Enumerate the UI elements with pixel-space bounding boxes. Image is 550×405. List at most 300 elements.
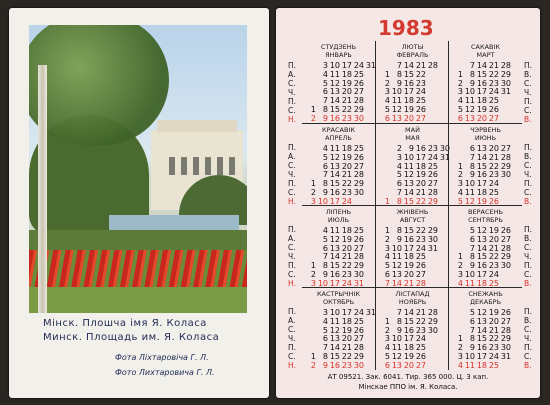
day-number: 17 bbox=[329, 278, 340, 288]
day-number: 22 bbox=[415, 196, 426, 206]
day-number: 24 bbox=[353, 308, 364, 317]
day-number: 24 bbox=[488, 352, 499, 361]
day-number: 30 bbox=[353, 113, 364, 123]
day-number: 11 bbox=[391, 343, 402, 353]
month-name-ru: ОКТЯБРЬ bbox=[322, 298, 355, 306]
day-number: 30 bbox=[500, 261, 511, 271]
day-number: 21 bbox=[403, 278, 414, 288]
day-number: 8 bbox=[469, 334, 475, 344]
day-number: 30 bbox=[500, 78, 511, 88]
day-number: 9 bbox=[322, 113, 328, 123]
day-number: 4 bbox=[457, 96, 463, 106]
day-number: 10 bbox=[391, 243, 402, 253]
day-number: 29 bbox=[427, 196, 438, 206]
day-number: 16 bbox=[403, 325, 414, 335]
day-number: 22 bbox=[341, 179, 352, 189]
month-name-be: ЛЮТЫ bbox=[401, 43, 424, 51]
day-number: 6 bbox=[396, 179, 402, 189]
birch-foliage bbox=[29, 25, 169, 145]
day-number: 8 bbox=[469, 161, 475, 171]
day-number: 10 bbox=[317, 278, 328, 288]
day-number: 18 bbox=[341, 69, 352, 79]
day-number: 25 bbox=[353, 316, 364, 326]
day-number: 29 bbox=[427, 316, 438, 326]
day-number: 6 bbox=[322, 161, 328, 171]
day-number: 21 bbox=[341, 96, 352, 106]
month-name-ru: ФЕВРАЛЬ bbox=[396, 51, 429, 59]
day-number: 20 bbox=[488, 316, 499, 326]
day-number: 11 bbox=[329, 316, 340, 326]
day-number: 12 bbox=[464, 105, 475, 114]
day-number: 19 bbox=[341, 78, 352, 88]
day-number: 23 bbox=[341, 360, 352, 370]
day-number: 17 bbox=[476, 270, 487, 279]
day-number: 23 bbox=[415, 325, 426, 335]
day-number: 12 bbox=[476, 308, 487, 317]
day-number: 16 bbox=[329, 188, 340, 197]
month-name-be: СТУДЗЕНЬ bbox=[320, 43, 357, 51]
day-number: 23 bbox=[488, 170, 499, 180]
day-number: 13 bbox=[329, 243, 340, 253]
day-number: 28 bbox=[353, 170, 364, 180]
day-number: 28 bbox=[353, 96, 364, 106]
month-block bbox=[448, 123, 522, 206]
day-number: 8 bbox=[396, 196, 402, 206]
day-number: 3 bbox=[310, 196, 316, 206]
day-number: 15 bbox=[476, 334, 487, 344]
day-number: 20 bbox=[403, 270, 414, 279]
day-number: 24 bbox=[427, 152, 438, 162]
day-number: 3 bbox=[322, 61, 328, 70]
day-number: 16 bbox=[403, 78, 414, 88]
month-name-ru: МАЯ bbox=[405, 134, 420, 142]
day-number: 19 bbox=[403, 105, 414, 114]
day-number: 28 bbox=[427, 308, 438, 317]
day-number: 31 bbox=[427, 243, 438, 253]
day-number: 16 bbox=[476, 170, 487, 180]
day-number: 6 bbox=[322, 243, 328, 253]
day-number: 23 bbox=[341, 188, 352, 197]
month-block bbox=[302, 205, 375, 288]
day-number: 28 bbox=[353, 343, 364, 353]
day-number: 26 bbox=[488, 105, 499, 114]
day-number: 30 bbox=[353, 360, 364, 370]
day-number: 19 bbox=[415, 170, 426, 180]
day-number: 22 bbox=[415, 69, 426, 79]
day-number: 29 bbox=[353, 352, 364, 361]
day-number: 16 bbox=[403, 234, 414, 244]
day-number: 28 bbox=[500, 243, 511, 253]
month-name-be: ВЕРАСЕНЬ bbox=[468, 208, 503, 216]
day-number: 13 bbox=[403, 179, 414, 189]
day-number: 15 bbox=[329, 179, 340, 189]
month-name-ru: ИЮНЬ bbox=[474, 134, 497, 142]
month-name-ru: ИЮЛЬ bbox=[327, 216, 350, 224]
day-number: 23 bbox=[415, 234, 426, 244]
day-number: 23 bbox=[341, 270, 352, 279]
day-number: 5 bbox=[322, 152, 328, 162]
day-number: 14 bbox=[329, 252, 340, 262]
day-number: 11 bbox=[464, 278, 475, 288]
day-number: 25 bbox=[415, 343, 426, 353]
day-number: 16 bbox=[476, 343, 487, 353]
month-block bbox=[302, 123, 375, 206]
month-name-be: МАЙ bbox=[405, 126, 420, 134]
day-number: 31 bbox=[500, 87, 511, 97]
day-number: 8 bbox=[469, 252, 475, 262]
day-number: 28 bbox=[500, 325, 511, 335]
day-number: 11 bbox=[391, 96, 402, 106]
day-number: 11 bbox=[464, 188, 475, 197]
day-number: 25 bbox=[415, 252, 426, 262]
day-number: 29 bbox=[500, 252, 511, 262]
day-number: 10 bbox=[391, 334, 402, 344]
day-number: 16 bbox=[329, 113, 340, 123]
day-number: 14 bbox=[329, 343, 340, 353]
day-number: 27 bbox=[415, 360, 426, 370]
day-number: 8 bbox=[322, 105, 328, 114]
day-number: 27 bbox=[500, 234, 511, 244]
month-block bbox=[375, 205, 449, 288]
day-number: 12 bbox=[391, 261, 402, 271]
day-number: 11 bbox=[464, 96, 475, 106]
day-number: 12 bbox=[391, 352, 402, 361]
day-number: 18 bbox=[341, 226, 352, 235]
day-number: 22 bbox=[341, 261, 352, 271]
day-number: 28 bbox=[500, 61, 511, 70]
day-number: 20 bbox=[476, 113, 487, 123]
day-number: 2 bbox=[396, 144, 402, 153]
day-number: 7 bbox=[322, 96, 328, 106]
caption-belarusian: Мінск. Плошча імя Я. Коласа bbox=[43, 318, 207, 329]
month-name-be: ЛІСТАПАД bbox=[395, 290, 430, 298]
month-name-be: КАСТРЫЧНІК bbox=[316, 290, 361, 298]
month-block bbox=[375, 41, 449, 123]
month-block bbox=[448, 287, 522, 370]
day-number: 1 bbox=[310, 179, 316, 189]
day-number: 12 bbox=[329, 234, 340, 244]
day-number: 5 bbox=[322, 234, 328, 244]
day-number: 23 bbox=[341, 113, 352, 123]
day-number: 4 bbox=[457, 188, 463, 197]
day-number: 27 bbox=[353, 334, 364, 344]
day-number: 15 bbox=[403, 226, 414, 235]
day-number: 6 bbox=[384, 270, 390, 279]
day-number: 8 bbox=[322, 179, 328, 189]
day-number: 6 bbox=[457, 113, 463, 123]
day-number: 26 bbox=[415, 352, 426, 361]
day-number: 26 bbox=[353, 152, 364, 162]
day-number: 24 bbox=[415, 243, 426, 253]
day-number: 18 bbox=[403, 343, 414, 353]
day-number: 20 bbox=[341, 243, 352, 253]
weekday-labels-russian: П. В. С. Ч. П. С. В. bbox=[524, 225, 533, 288]
day-number: 14 bbox=[476, 61, 487, 70]
day-number: 1 bbox=[457, 334, 463, 344]
day-number: 18 bbox=[476, 188, 487, 197]
day-number: 26 bbox=[353, 234, 364, 244]
day-number: 29 bbox=[427, 226, 438, 235]
day-number: 9 bbox=[408, 144, 414, 153]
day-number: 3 bbox=[457, 179, 463, 189]
day-number: 5 bbox=[457, 105, 463, 114]
day-number: 22 bbox=[341, 105, 352, 114]
front-card bbox=[9, 8, 269, 398]
day-number: 9 bbox=[469, 261, 475, 271]
day-number: 15 bbox=[403, 69, 414, 79]
day-number: 9 bbox=[396, 78, 402, 88]
day-number: 10 bbox=[391, 87, 402, 97]
day-number: 1 bbox=[384, 316, 390, 326]
day-number: 30 bbox=[427, 234, 438, 244]
day-number: 22 bbox=[415, 226, 426, 235]
day-number: 27 bbox=[415, 113, 426, 123]
day-number: 17 bbox=[476, 87, 487, 97]
day-number: 7 bbox=[469, 61, 475, 70]
day-number: 23 bbox=[427, 144, 438, 153]
day-number: 26 bbox=[353, 325, 364, 335]
day-number: 22 bbox=[488, 252, 499, 262]
day-number: 21 bbox=[488, 325, 499, 335]
day-number: 26 bbox=[500, 226, 511, 235]
day-number: 12 bbox=[329, 152, 340, 162]
day-number: 25 bbox=[488, 96, 499, 106]
day-number: 30 bbox=[439, 144, 450, 153]
day-number: 24 bbox=[353, 61, 364, 70]
day-number: 1 bbox=[457, 252, 463, 262]
day-number: 21 bbox=[415, 308, 426, 317]
day-number: 10 bbox=[403, 152, 414, 162]
day-number: 4 bbox=[322, 69, 328, 79]
day-number: 29 bbox=[500, 69, 511, 79]
day-number: 28 bbox=[427, 188, 438, 197]
day-number: 15 bbox=[403, 316, 414, 326]
day-number: 18 bbox=[341, 144, 352, 153]
day-number: 4 bbox=[322, 226, 328, 235]
day-number: 24 bbox=[488, 179, 499, 189]
day-number: 3 bbox=[396, 152, 402, 162]
day-number: 4 bbox=[396, 161, 402, 171]
day-number: 6 bbox=[322, 87, 328, 97]
calendar-grid bbox=[302, 41, 521, 370]
day-number: 1 bbox=[384, 196, 390, 206]
day-number: 15 bbox=[403, 196, 414, 206]
day-number: 15 bbox=[329, 105, 340, 114]
day-number: 5 bbox=[322, 325, 328, 335]
day-number: 17 bbox=[403, 87, 414, 97]
day-number: 8 bbox=[396, 69, 402, 79]
day-number: 13 bbox=[329, 161, 340, 171]
day-number: 18 bbox=[403, 96, 414, 106]
month-name-be: ЖНІВЕНЬ bbox=[396, 208, 429, 216]
day-number: 7 bbox=[384, 278, 390, 288]
day-number: 25 bbox=[427, 161, 438, 171]
day-number: 13 bbox=[391, 113, 402, 123]
day-number: 5 bbox=[469, 308, 475, 317]
day-number: 17 bbox=[403, 334, 414, 344]
day-number: 20 bbox=[403, 360, 414, 370]
day-number: 8 bbox=[322, 261, 328, 271]
month-block bbox=[302, 41, 375, 123]
day-number: 11 bbox=[391, 252, 402, 262]
day-number: 25 bbox=[488, 360, 499, 370]
day-number: 10 bbox=[464, 179, 475, 189]
day-number: 19 bbox=[341, 325, 352, 335]
day-number: 15 bbox=[329, 261, 340, 271]
day-number: 5 bbox=[384, 105, 390, 114]
day-number: 26 bbox=[500, 308, 511, 317]
day-number: 24 bbox=[488, 87, 499, 97]
photo-credit-russian: Фото Лихтаровича Г. Л. bbox=[115, 368, 215, 377]
weekday-labels-belarusian: П. А. С. Ч. П. С. Н. bbox=[288, 143, 297, 206]
day-number: 22 bbox=[488, 69, 499, 79]
month-name-be: ЧЭРВЕНЬ bbox=[470, 126, 501, 134]
day-number: 13 bbox=[329, 334, 340, 344]
day-number: 27 bbox=[353, 243, 364, 253]
day-number: 23 bbox=[488, 261, 499, 271]
day-number: 25 bbox=[415, 96, 426, 106]
day-number: 24 bbox=[415, 334, 426, 344]
month-name-ru: АВГУСТ bbox=[399, 216, 426, 224]
day-number: 9 bbox=[469, 343, 475, 353]
day-number: 27 bbox=[500, 144, 511, 153]
day-number: 2 bbox=[384, 325, 390, 335]
weekday-labels-russian: П. В. С. Ч. П. С. В. bbox=[524, 61, 533, 124]
day-number: 27 bbox=[427, 179, 438, 189]
day-number: 22 bbox=[415, 316, 426, 326]
back-card bbox=[276, 8, 540, 398]
day-number: 10 bbox=[329, 61, 340, 70]
day-number: 3 bbox=[457, 87, 463, 97]
day-number: 4 bbox=[384, 252, 390, 262]
day-number: 23 bbox=[415, 78, 426, 88]
day-number: 11 bbox=[329, 144, 340, 153]
day-number: 3 bbox=[322, 308, 328, 317]
day-number: 4 bbox=[384, 343, 390, 353]
day-number: 19 bbox=[488, 226, 499, 235]
day-number: 17 bbox=[476, 352, 487, 361]
day-number: 6 bbox=[469, 316, 475, 326]
day-number: 21 bbox=[341, 252, 352, 262]
day-number: 9 bbox=[322, 360, 328, 370]
weekday-labels-belarusian: П. А. С. Ч. П. С. Н. bbox=[288, 61, 297, 124]
day-number: 14 bbox=[403, 61, 414, 70]
day-number: 30 bbox=[353, 188, 364, 197]
day-number: 6 bbox=[469, 234, 475, 244]
day-number: 14 bbox=[403, 308, 414, 317]
day-number: 19 bbox=[476, 105, 487, 114]
day-number: 5 bbox=[322, 78, 328, 88]
day-number: 14 bbox=[391, 278, 402, 288]
day-number: 28 bbox=[427, 61, 438, 70]
day-number: 7 bbox=[396, 188, 402, 197]
day-number: 11 bbox=[329, 226, 340, 235]
day-number: 24 bbox=[488, 270, 499, 279]
day-number: 11 bbox=[403, 161, 414, 171]
day-number: 27 bbox=[353, 161, 364, 171]
day-number: 2 bbox=[457, 261, 463, 271]
day-number: 15 bbox=[476, 161, 487, 171]
month-name-be: ЛІПЕНЬ bbox=[325, 208, 352, 216]
day-number: 10 bbox=[464, 270, 475, 279]
day-number: 10 bbox=[464, 87, 475, 97]
day-number: 7 bbox=[469, 243, 475, 253]
month-name-ru: АПРЕЛЬ bbox=[325, 134, 352, 142]
day-number: 28 bbox=[500, 152, 511, 162]
day-number: 2 bbox=[457, 343, 463, 353]
day-number: 25 bbox=[488, 188, 499, 197]
day-number: 11 bbox=[329, 69, 340, 79]
day-number: 27 bbox=[488, 113, 499, 123]
month-block bbox=[448, 205, 522, 288]
day-number: 27 bbox=[500, 316, 511, 326]
day-number: 18 bbox=[476, 278, 487, 288]
day-number: 16 bbox=[329, 270, 340, 279]
birch-trunk bbox=[38, 65, 47, 313]
day-number: 17 bbox=[415, 152, 426, 162]
day-number: 2 bbox=[310, 360, 316, 370]
day-number: 14 bbox=[329, 170, 340, 180]
day-number: 28 bbox=[353, 252, 364, 262]
day-number: 4 bbox=[322, 316, 328, 326]
day-number: 20 bbox=[341, 161, 352, 171]
day-number: 13 bbox=[476, 234, 487, 244]
weekday-labels-russian: П. В. С. Ч. П. С. В. bbox=[524, 307, 533, 370]
day-number: 7 bbox=[396, 308, 402, 317]
day-number: 8 bbox=[396, 316, 402, 326]
day-number: 1 bbox=[310, 105, 316, 114]
day-number: 29 bbox=[500, 161, 511, 171]
day-number: 1 bbox=[310, 352, 316, 361]
day-number: 7 bbox=[322, 252, 328, 262]
day-number: 25 bbox=[353, 226, 364, 235]
day-number: 11 bbox=[464, 360, 475, 370]
day-number: 19 bbox=[341, 152, 352, 162]
day-number: 12 bbox=[403, 170, 414, 180]
day-number: 9 bbox=[322, 270, 328, 279]
month-name-be: КРАСАВІК bbox=[322, 126, 355, 134]
day-number: 26 bbox=[415, 261, 426, 271]
day-number: 1 bbox=[457, 161, 463, 171]
day-number: 13 bbox=[464, 113, 475, 123]
day-number: 19 bbox=[403, 352, 414, 361]
month-name-ru: ДЕКАБРЬ bbox=[469, 298, 502, 306]
caption-russian: Минск. Площадь им. Я. Коласа bbox=[43, 332, 220, 343]
day-number: 7 bbox=[469, 152, 475, 162]
day-number: 13 bbox=[329, 87, 340, 97]
day-number: 31 bbox=[365, 61, 376, 70]
day-number: 5 bbox=[396, 170, 402, 180]
day-number: 9 bbox=[469, 170, 475, 180]
day-number: 20 bbox=[488, 234, 499, 244]
day-number: 2 bbox=[384, 234, 390, 244]
day-number: 21 bbox=[488, 243, 499, 253]
day-number: 2 bbox=[384, 78, 390, 88]
day-number: 4 bbox=[384, 96, 390, 106]
day-number: 3 bbox=[384, 334, 390, 344]
day-number: 6 bbox=[384, 113, 390, 123]
day-number: 30 bbox=[353, 270, 364, 279]
day-number: 25 bbox=[353, 144, 364, 153]
day-number: 21 bbox=[488, 61, 499, 70]
day-number: 12 bbox=[464, 196, 475, 206]
weekday-labels-russian: П. В. С. Ч. П. С. В. bbox=[524, 143, 533, 206]
fountain-pool bbox=[109, 215, 239, 231]
day-number: 27 bbox=[353, 87, 364, 97]
day-number: 16 bbox=[329, 360, 340, 370]
day-number: 10 bbox=[317, 196, 328, 206]
day-number: 14 bbox=[329, 96, 340, 106]
